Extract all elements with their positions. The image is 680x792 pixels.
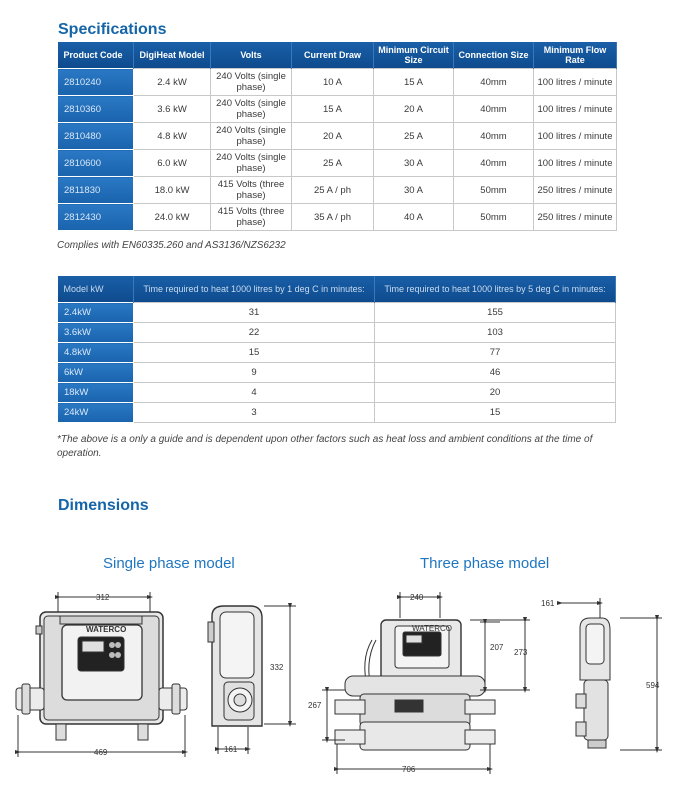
model-kw-cell: 6kW — [58, 363, 134, 383]
spec-header-cell: Product Code — [58, 42, 134, 69]
three-phase-title: Three phase model — [420, 555, 550, 572]
single-phase-side-view — [208, 606, 296, 754]
spec-cell: 4.8 kW — [134, 123, 211, 150]
single-width-top-label: 312 — [96, 593, 110, 602]
table-row — [58, 69, 617, 96]
spec-cell: 415 Volts (three phase) — [211, 204, 292, 231]
table-row — [58, 123, 617, 150]
spec-header-cell: Minimum Flow Rate — [534, 42, 617, 69]
spec-cell: 6.0 kW — [134, 150, 211, 177]
spec-cell: 25 A — [374, 123, 454, 150]
spec-cell: 240 Volts (single phase) — [211, 69, 292, 96]
spec-cell: 30 A — [374, 177, 454, 204]
spec-header-cell: Minimum Circuit Size — [374, 42, 454, 69]
dimension-drawings — [0, 575, 680, 792]
heating-time-cell: 31 — [134, 303, 375, 323]
spec-cell: 40mm — [454, 69, 534, 96]
table-row — [58, 383, 616, 403]
single-width-bottom-label: 469 — [94, 748, 108, 757]
compliance-note: Complies with EN60335.260 and AS3136/NZS6232 — [57, 240, 286, 251]
dimensions-heading: Dimensions — [58, 497, 149, 514]
heating-time-cell: 77 — [375, 343, 616, 363]
spec-header-cell: Connection Size — [454, 42, 534, 69]
spec-cell: 15 A — [374, 69, 454, 96]
spec-cell: 20 A — [292, 123, 374, 150]
spec-cell: 24.0 kW — [134, 204, 211, 231]
three-width-bottom-label: 706 — [402, 765, 416, 774]
spec-cell: 40 A — [374, 204, 454, 231]
spec-cell: 240 Volts (single phase) — [211, 150, 292, 177]
spec-cell: 250 litres / minute — [534, 204, 617, 231]
table-row — [58, 403, 616, 423]
spec-cell: 20 A — [374, 96, 454, 123]
spec-cell: 2.4 kW — [134, 69, 211, 96]
model-kw-cell: 24kW — [58, 403, 134, 423]
spec-cell: 30 A — [374, 150, 454, 177]
model-kw-cell: 18kW — [58, 383, 134, 403]
model-kw-cell: 3.6kW — [58, 323, 134, 343]
heating-time-cell: 20 — [375, 383, 616, 403]
heating-time-cell: 103 — [375, 323, 616, 343]
product-code-cell: 2810480 — [58, 123, 134, 150]
spec-cell: 3.6 kW — [134, 96, 211, 123]
spec-cell: 25 A / ph — [292, 177, 374, 204]
specifications-heading: Specifications — [58, 21, 167, 38]
heating-time-cell: 15 — [375, 403, 616, 423]
table-row — [58, 204, 617, 231]
model-kw-cell: 2.4kW — [58, 303, 134, 323]
three-phase-side-view — [560, 598, 662, 750]
heating-header-cell: Time required to heat 1000 litres by 5 deg C in minutes: — [375, 276, 616, 303]
single-phase-brand-label: WATERCO — [86, 625, 127, 634]
single-depth-label: 161 — [224, 745, 238, 754]
heating-time-cell: 15 — [134, 343, 375, 363]
single-phase-front-view — [16, 592, 187, 757]
single-phase-title: Single phase model — [103, 555, 235, 572]
spec-cell: 415 Volts (three phase) — [211, 177, 292, 204]
product-code-cell: 2810240 — [58, 69, 134, 96]
heating-time-cell: 155 — [375, 303, 616, 323]
table-row — [58, 96, 617, 123]
specifications-table — [57, 42, 617, 231]
spec-cell: 40mm — [454, 150, 534, 177]
table-row — [58, 150, 617, 177]
product-code-cell: 2810360 — [58, 96, 134, 123]
spec-cell: 40mm — [454, 96, 534, 123]
spec-cell: 50mm — [454, 177, 534, 204]
three-height-total-label: 594 — [646, 681, 660, 690]
three-height-a-label: 207 — [490, 643, 504, 652]
table-row — [58, 323, 616, 343]
spec-cell: 40mm — [454, 123, 534, 150]
spec-header-cell: Current Draw — [292, 42, 374, 69]
spec-cell: 100 litres / minute — [534, 123, 617, 150]
three-height-c-label: 267 — [308, 701, 322, 710]
spec-cell: 50mm — [454, 204, 534, 231]
heating-time-cell: 46 — [375, 363, 616, 383]
heating-header-cell: Model kW — [58, 276, 134, 303]
heating-time-cell: 22 — [134, 323, 375, 343]
spec-cell: 250 litres / minute — [534, 177, 617, 204]
three-height-b-label: 273 — [514, 648, 528, 657]
spec-cell: 18.0 kW — [134, 177, 211, 204]
spec-header-cell: Volts — [211, 42, 292, 69]
three-depth-label: 161 — [541, 599, 555, 608]
spec-cell: 100 litres / minute — [534, 150, 617, 177]
heating-header-cell: Time required to heat 1000 litres by 1 deg C in minutes: — [134, 276, 375, 303]
spec-cell: 15 A — [292, 96, 374, 123]
spec-header-cell: DigiHeat Model — [134, 42, 211, 69]
single-height-label: 332 — [270, 663, 284, 672]
spec-cell: 100 litres / minute — [534, 96, 617, 123]
spec-cell: 100 litres / minute — [534, 69, 617, 96]
product-code-cell: 2811830 — [58, 177, 134, 204]
table-row — [58, 343, 616, 363]
three-width-top-label: 240 — [410, 593, 424, 602]
spec-cell: 10 A — [292, 69, 374, 96]
spec-cell: 240 Volts (single phase) — [211, 123, 292, 150]
heating-time-cell: 3 — [134, 403, 375, 423]
heating-time-cell: 4 — [134, 383, 375, 403]
table-row — [58, 303, 616, 323]
guide-note: *The above is a only a guide and is dependent upon other factors such as heat loss and ambient conditions at the time of operation. — [57, 434, 593, 459]
three-phase-front-view — [322, 592, 530, 774]
heating-time-table — [57, 276, 616, 423]
model-kw-cell: 4.8kW — [58, 343, 134, 363]
product-code-cell: 2812430 — [58, 204, 134, 231]
product-code-cell: 2810600 — [58, 150, 134, 177]
spec-cell: 240 Volts (single phase) — [211, 96, 292, 123]
spec-cell: 25 A — [292, 150, 374, 177]
spec-cell: 35 A / ph — [292, 204, 374, 231]
heating-time-cell: 9 — [134, 363, 375, 383]
table-row — [58, 363, 616, 383]
table-row — [58, 177, 617, 204]
three-phase-brand-label: WATERCO — [412, 624, 452, 633]
